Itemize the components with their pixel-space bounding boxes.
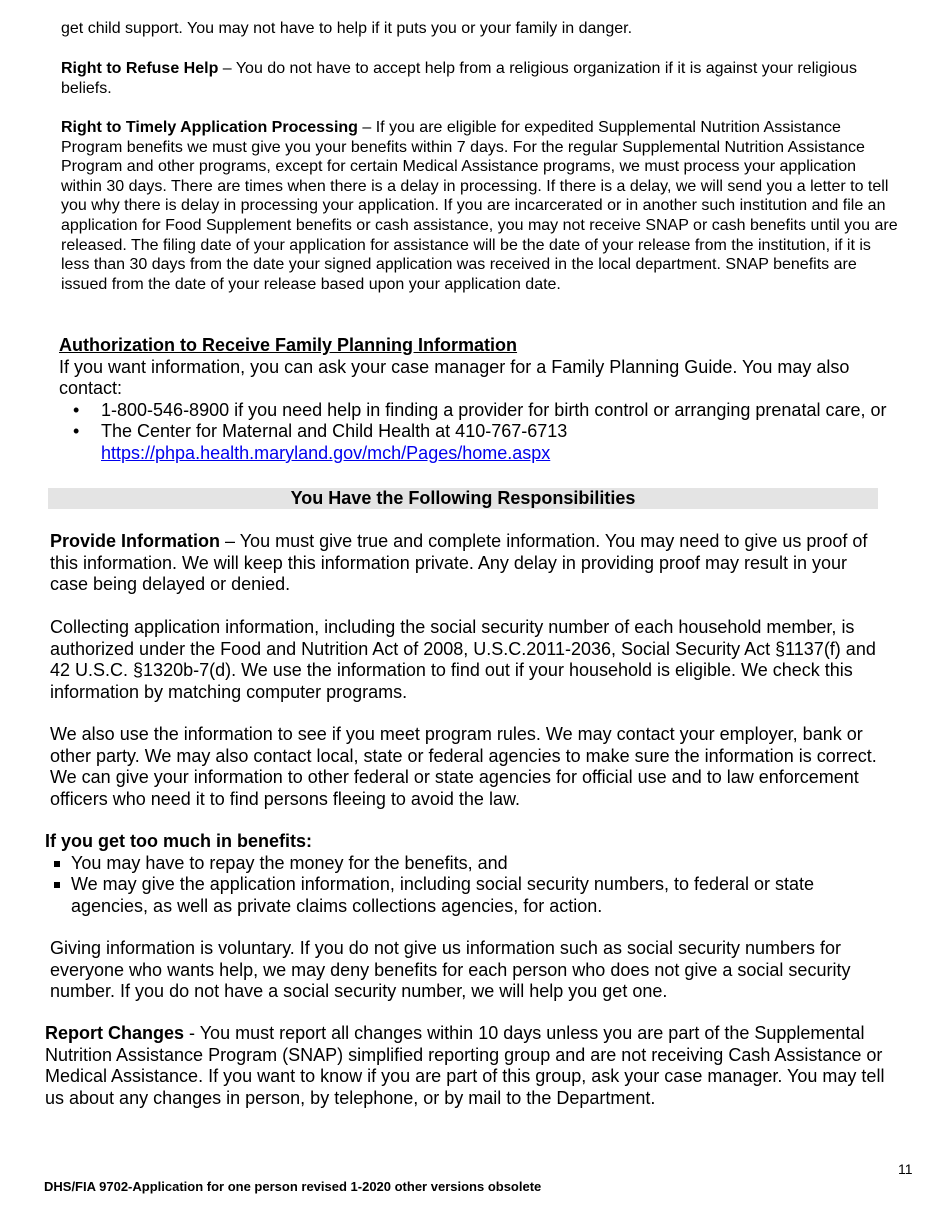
family-planning-bullet-center <box>61 421 909 464</box>
page-number: 11 <box>898 1161 913 1177</box>
family-planning-heading: Authorization to Receive Family Planning Information <box>59 335 518 355</box>
provide-info-title: Provide Information <box>50 531 221 551</box>
responsibilities-banner: You Have the Following Responsibilities <box>48 488 878 509</box>
refuse-help-title: Right to Refuse Help <box>61 60 219 77</box>
timely-processing-text: – If you are eligible for expedited Supplemental Nutrition Assistance Program benefits we must give you your benefits within 7 days. For the regular Supplemental Nutrition Assistance Program and other programs, except for certain Medical Assistance programs, we must process your application within 30 days. There are times when there is a delay in processing. If there is a delay, we will send you a letter to tell you why there is delay in processing your application. If you are incarcerated or in another such institution and file an application for Food Supplement benefits or cash assistance, you may not receive SNAP or cash benefits until you are released. The filing date of your application for assistance will be the date of your release from the institution, if it is less than 30 days from the date your signed application was received in the local department. SNAP benefits are issued from the date of your release based upon your application date. <box>61 119 898 293</box>
right-to-timely-processing <box>61 118 901 294</box>
too-much-item-repay: You may have to repay the money for the benefits, and <box>45 853 875 875</box>
form-footer: DHS/FIA 9702-Application for one person revised 1-2020 other versions obsolete <box>44 1179 542 1194</box>
voluntary-paragraph: Giving information is voluntary. If you do not give us information such as social security numbers for everyone who wants help, we may deny benefits for each person who does not give a social security number. If you do not have a social security number, we will help you get one. <box>50 938 851 1002</box>
provide-information <box>50 531 880 596</box>
family-planning-bullet-hotline: • 1-800-546-8900 if you need help in finding a provider for birth control or arranging prenatal care, or <box>61 400 909 422</box>
report-changes-title: Report Changes <box>45 1023 185 1043</box>
mch-website-link[interactable]: https://phpa.health.maryland.gov/mch/Pages/home.aspx <box>101 442 551 463</box>
family-planning-section <box>59 335 909 465</box>
collecting-paragraph: Collecting application information, including the social security number of each household member, is authorized under the Food and Nutrition Act of 2008, U.S.C.2011-2036, Social Security Act §1137(f) and 42 U.S.C. §1320b-7(d). We use the information to find out if your household is eligible. We check this information by matching computer programs. <box>50 617 876 702</box>
report-changes-text: - You must report all changes within 10 days unless you are part of the Supplemental Nutrition Assistance Program (SNAP) simplified reporting group and are not receiving Cash Assistance or Medical Assistance. If you want to know if you are part of this group, ask your case manager. You may tell us about any changes in person, by telephone, or by mail to the Department. <box>45 1023 885 1108</box>
refuse-help-text: – You do not have to accept help from a religious organization if it is against your religious beliefs. <box>61 60 857 97</box>
too-much-heading: If you get too much in benefits: <box>45 831 312 851</box>
family-planning-center-text: The Center for Maternal and Child Health at 410-767-6713 <box>101 421 568 442</box>
intro-line: get child support. You may not have to help if it puts you or your family in danger. <box>61 20 633 37</box>
too-much-item-share: We may give the application information, including social security numbers, to federal or state agencies, as well as private claims collections agencies, for action. <box>45 874 875 917</box>
right-to-refuse-help <box>61 59 901 98</box>
report-changes <box>45 1023 885 1109</box>
too-much-benefits-section <box>45 831 875 917</box>
also-use-paragraph: We also use the information to see if you meet program rules. We may contact your employer, bank or other party. We may also contact local, state or federal agencies to make sure the information is correct. We can give your information to other federal or state agencies for official use and to law enforcement officers who need it to find persons fleeing to avoid the law. <box>50 724 877 809</box>
family-planning-intro: If you want information, you can ask your case manager for a Family Planning Guide. You may also contact: <box>59 356 850 399</box>
timely-processing-title: Right to Timely Application Processing <box>61 119 358 136</box>
provide-info-text: – You must give true and complete information. You may need to give us proof of this information. We will keep this information private. Any delay in providing proof may result in your case being delayed or denied. <box>50 531 868 595</box>
